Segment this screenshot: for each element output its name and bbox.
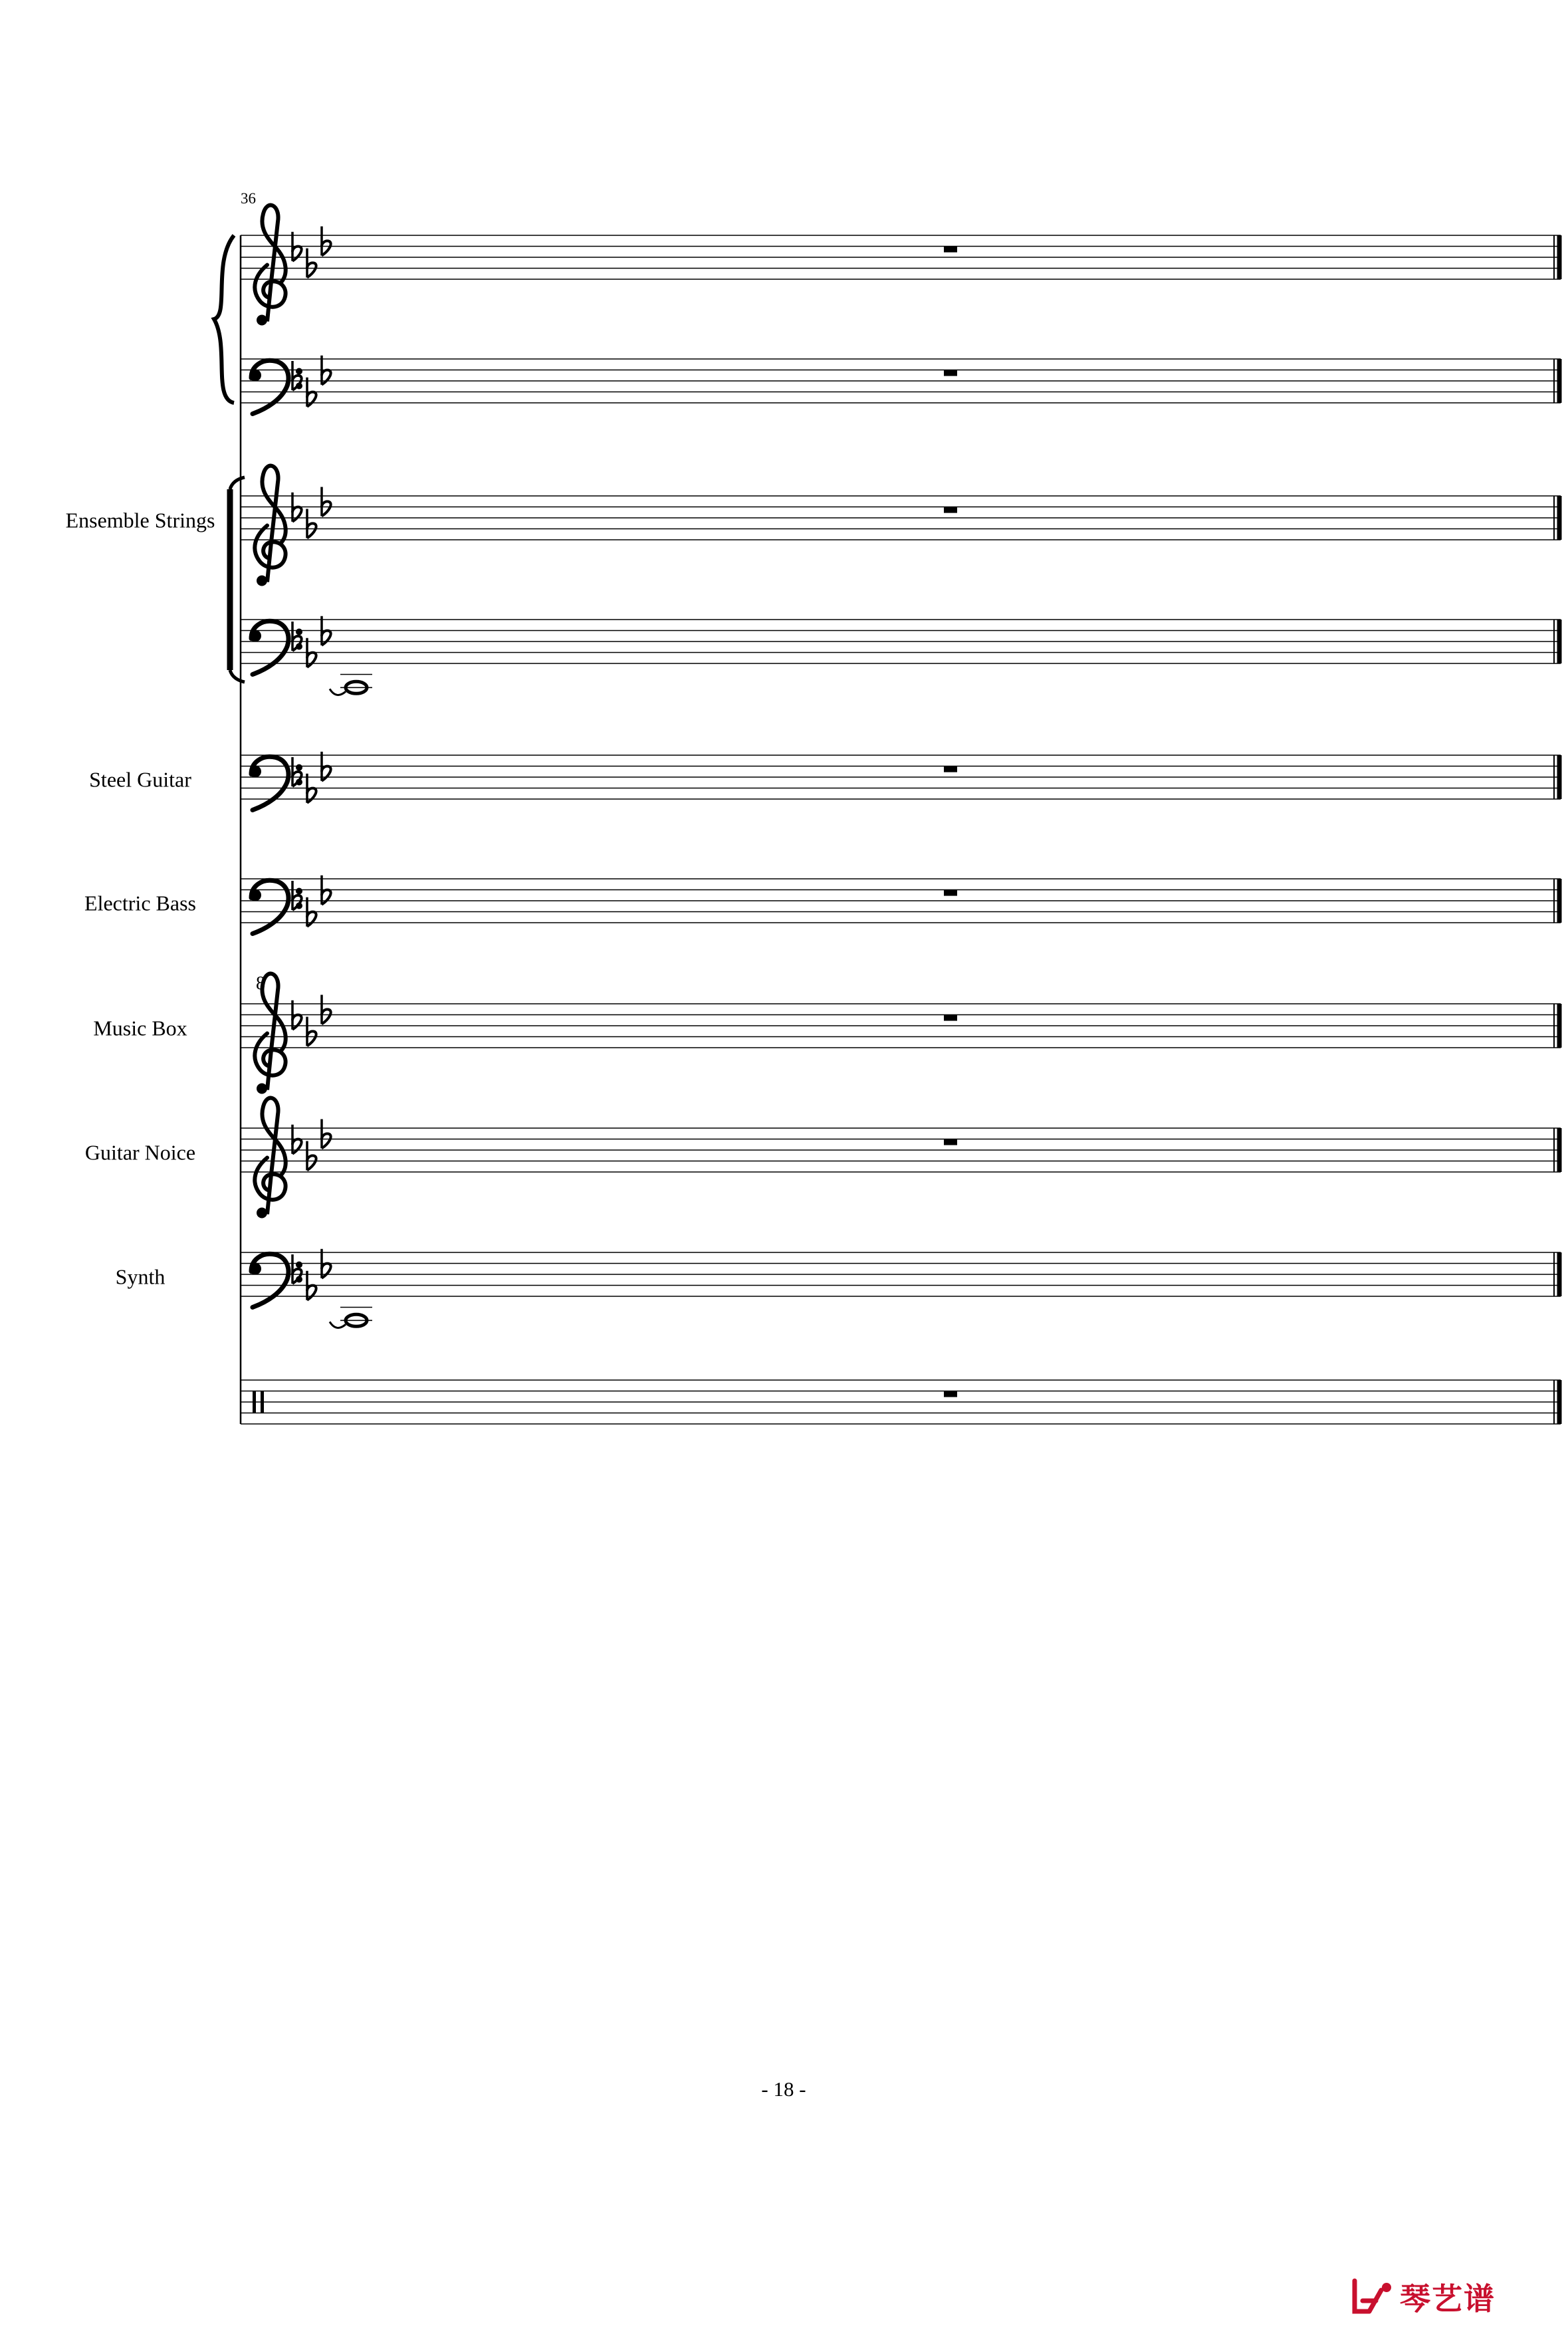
treble-clef-icon — [255, 466, 285, 586]
flat-icon — [307, 509, 316, 538]
whole-rest — [944, 1139, 957, 1145]
measure-number: 36 — [241, 190, 256, 207]
staff-electric-bass — [241, 875, 1561, 934]
staff-percussion — [241, 1380, 1561, 1424]
flat-icon — [322, 227, 331, 256]
flat-icon — [307, 1141, 316, 1171]
whole-rest — [944, 890, 957, 896]
flat-icon — [322, 487, 331, 517]
tie-arc — [330, 689, 346, 695]
staff-ensemble-strings-bass — [241, 616, 1561, 695]
staff-synth — [241, 1249, 1561, 1328]
staff-steel-guitar — [241, 752, 1561, 810]
instrument-label-electric-bass: Electric Bass — [84, 891, 196, 915]
staff-piano-treble — [241, 205, 1561, 326]
instrument-label-guitar-noice: Guitar Noice — [84, 1140, 196, 1165]
flat-icon — [307, 1017, 316, 1046]
staff-music-box — [241, 973, 1561, 1094]
flat-icon — [322, 1119, 331, 1149]
strings-bracket-bottom — [230, 670, 245, 682]
whole-rest — [944, 1391, 957, 1397]
instrument-label-music-box: Music Box — [93, 1016, 187, 1040]
staff-system — [214, 205, 1561, 1424]
flat-icon — [307, 249, 316, 278]
tie-arc — [330, 1322, 346, 1328]
instrument-label-synth: Synth — [115, 1264, 166, 1289]
brand-logo — [1349, 2274, 1549, 2320]
whole-rest — [944, 370, 957, 376]
treble-clef-icon — [255, 1098, 285, 1219]
brand-logo-icon — [1349, 2277, 1396, 2317]
instrument-label-steel-guitar: Steel Guitar — [89, 767, 191, 792]
percussion-clef-icon — [261, 1391, 264, 1413]
instrument-label-ensemble-strings-treble: Ensemble Strings — [65, 508, 215, 532]
brand-text: 琴艺谱 — [1400, 2281, 1496, 2317]
staff-guitar-noice — [241, 1098, 1561, 1219]
percussion-clef-icon — [253, 1391, 256, 1413]
staff-piano-bass — [241, 356, 1561, 414]
whole-rest — [944, 247, 957, 253]
strings-bracket-top — [230, 477, 245, 489]
whole-rest — [944, 1015, 957, 1021]
whole-rest — [944, 507, 957, 513]
staff-ensemble-strings-treble — [241, 466, 1561, 586]
flat-icon — [322, 995, 331, 1024]
page-number: - 18 - — [761, 2077, 806, 2101]
octave-mark: 8 — [256, 973, 265, 994]
piano-brace — [214, 235, 234, 403]
treble-clef-icon — [255, 205, 285, 326]
whole-rest — [944, 766, 957, 772]
